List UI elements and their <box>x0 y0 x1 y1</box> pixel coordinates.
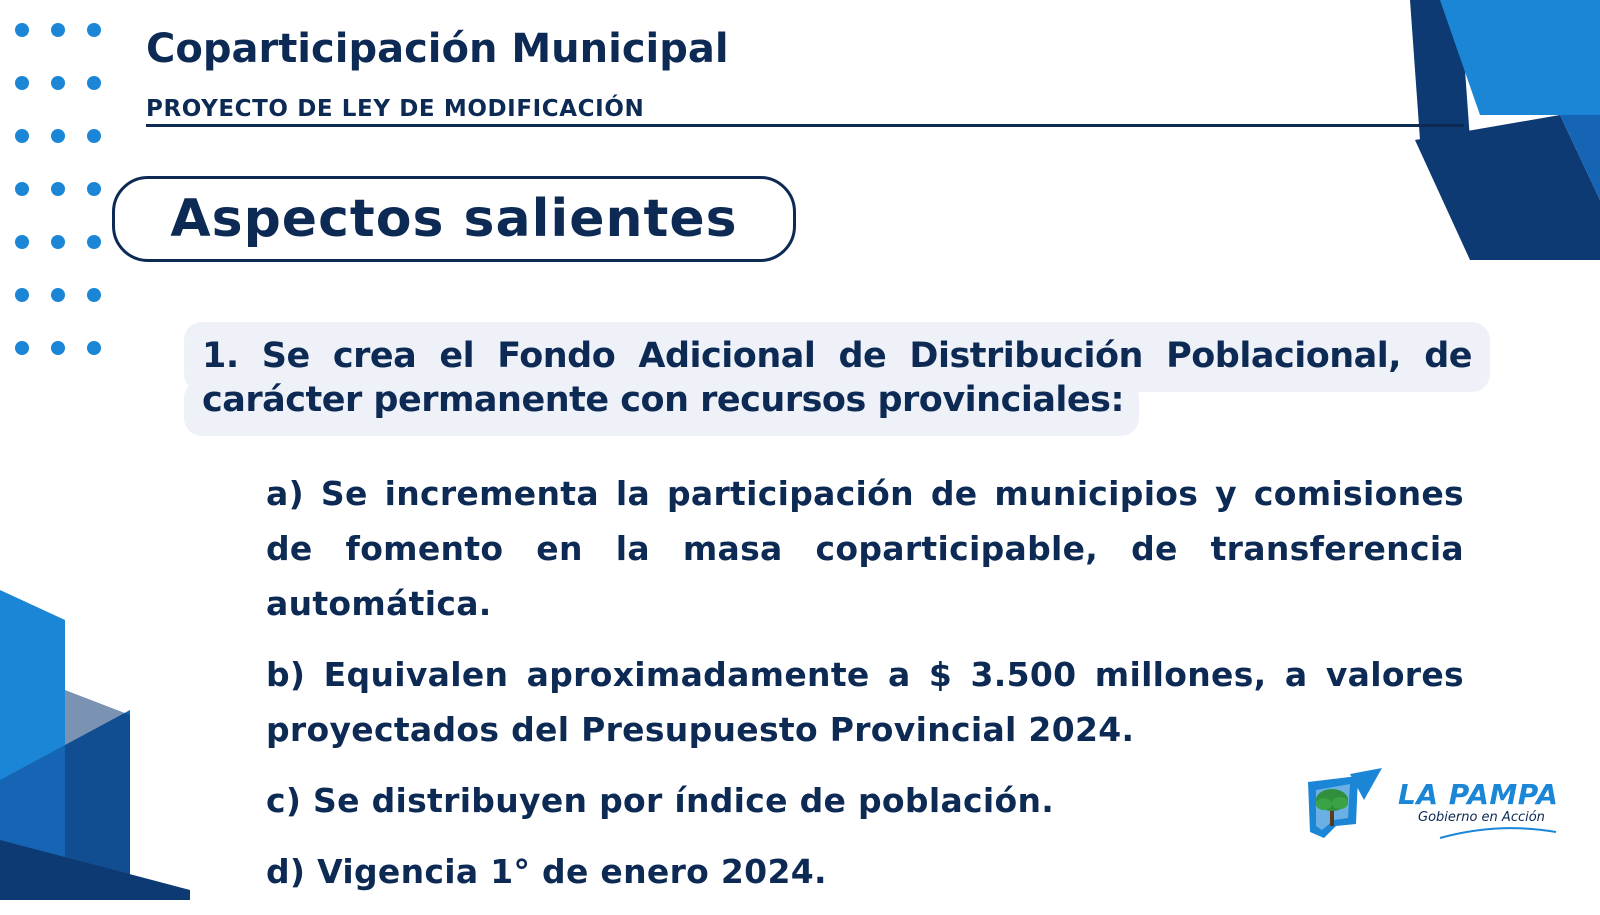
logo-tagline: Gobierno en Acción <box>1418 810 1545 825</box>
corner-shapes-top-right <box>1400 0 1600 260</box>
slide-subtitle: PROYECTO DE LEY DE MODIFICACIÓN <box>146 96 645 122</box>
point-heading: 1. Se crea el Fondo Adicional de Distribución Poblacional, de carácter permanente con recursos provinciales: <box>202 336 1472 420</box>
point-item-d: d) Vigencia 1° de enero 2024. <box>266 852 827 891</box>
point-item-b: b) Equivalen aproximadamente a $ 3.500 millones, a valores proyectados del Presupuesto Provincial 2024. <box>266 655 1464 749</box>
logo-swoosh-decoration <box>1438 826 1558 840</box>
slide-title: Coparticipación Municipal <box>146 26 729 72</box>
dot-grid-decoration <box>10 18 110 368</box>
point-item-list <box>266 466 1464 915</box>
logo-name: LA PAMPA <box>1398 778 1559 811</box>
section-pill-label: Aspectos salientes <box>170 189 738 249</box>
header-divider <box>146 124 1464 127</box>
corner-shapes-bottom-left <box>0 590 190 900</box>
point-item-a: a) Se incrementa la participación de municipios y comisiones de fomento en la masa coparticipable, de transferencia automática. <box>266 474 1464 623</box>
point-item-c: c) Se distribuyen por índice de población. <box>266 781 1055 820</box>
section-pill <box>112 176 796 262</box>
